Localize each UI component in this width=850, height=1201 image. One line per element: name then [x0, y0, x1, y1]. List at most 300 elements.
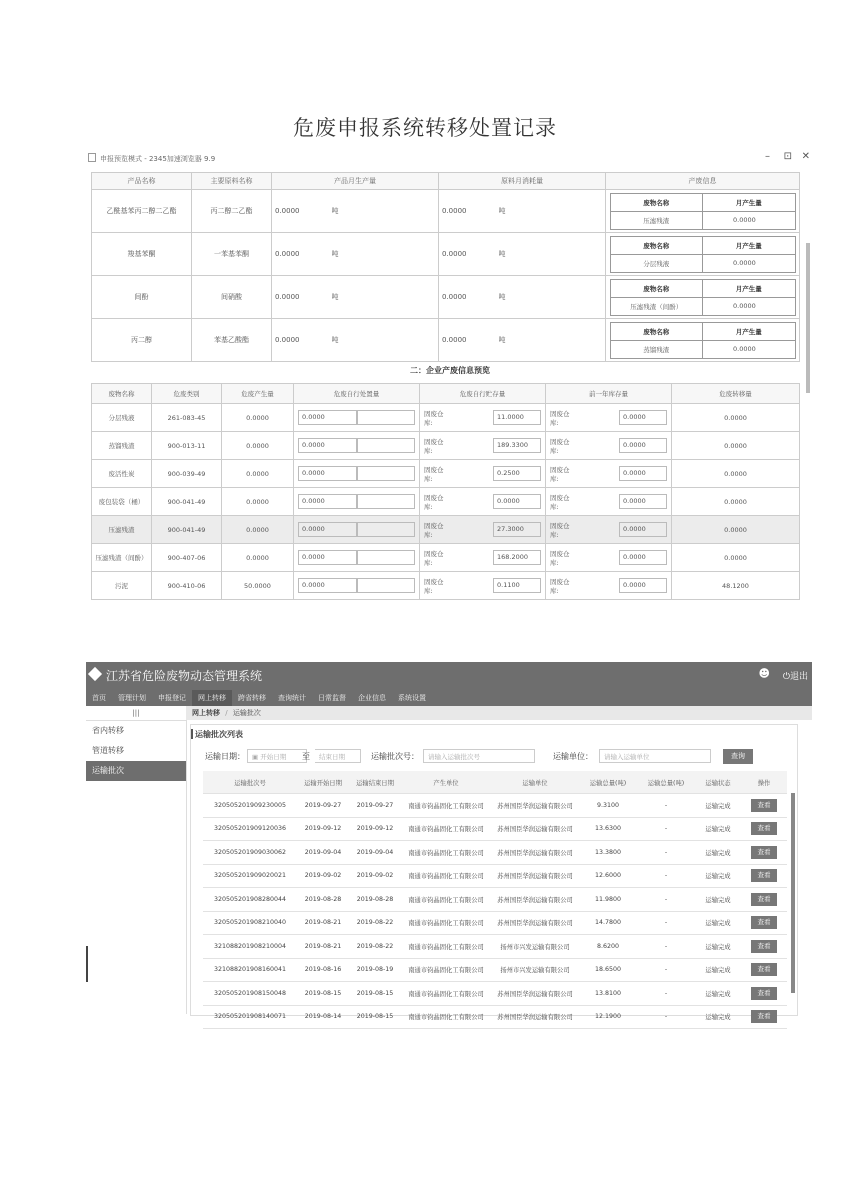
waste-code: 900-013-11: [152, 432, 222, 460]
header-cell: 主要原料名称: [192, 173, 272, 190]
status: 运输完成: [695, 935, 741, 959]
table-row: [92, 319, 800, 362]
prev-cell: [546, 572, 672, 600]
minimize-button[interactable]: –: [765, 151, 770, 162]
waste-gen: 0.0000: [222, 432, 294, 460]
action-cell: [741, 911, 787, 935]
store-cell: [420, 572, 546, 600]
producer: 南通市钧晶固化工有限公司: [401, 958, 491, 982]
header-cell: 危废自行处置量: [294, 384, 420, 404]
header-cell: 危废类别: [152, 384, 222, 404]
nav-statistics[interactable]: 查询统计: [278, 694, 306, 702]
header-cell: 危废转移量: [672, 384, 800, 404]
header-cell: 前一年库存量: [546, 384, 672, 404]
waste-name: 废活性炭: [92, 460, 152, 488]
total-qty: 14.7800: [579, 911, 637, 935]
end-date: 2019-09-04: [349, 841, 401, 865]
dispose-unit-field[interactable]: [357, 410, 416, 425]
user-icon[interactable]: ☻: [758, 667, 770, 680]
material-name: 苯基乙酸酯: [192, 319, 272, 362]
prev-field[interactable]: 0.0000: [619, 410, 667, 425]
header-cell: 运输结束日期: [349, 771, 401, 794]
total-qty: 11.9800: [579, 888, 637, 912]
prev-cell: [546, 544, 672, 572]
batch-table: [203, 771, 787, 1029]
header-cell: 危废产生量: [222, 384, 294, 404]
header-cell: 操作: [741, 771, 787, 794]
window-titlebar: [86, 148, 814, 168]
start-date: 2019-09-12: [297, 817, 349, 841]
carrier-label: 运输单位：: [553, 752, 593, 761]
end-date: 2019-08-28: [349, 888, 401, 912]
nav-online-transfer[interactable]: 网上转移: [192, 690, 232, 706]
waste-name: 污泥: [92, 572, 152, 600]
store-cell: [420, 488, 546, 516]
prev-label: 固废仓库:: [550, 437, 570, 455]
date-label: 运输日期：: [205, 752, 245, 761]
dispose-cell: [294, 516, 420, 544]
action-cell: [741, 888, 787, 912]
store-label: 固废仓库:: [424, 465, 444, 483]
producer: 南通市钧晶固化工有限公司: [401, 817, 491, 841]
nav-supervision[interactable]: 日常监督: [318, 694, 346, 702]
sidebar-item-transport-batch[interactable]: 运输批次: [86, 761, 186, 781]
view-button[interactable]: 查看: [751, 846, 777, 859]
table-row: [92, 488, 800, 516]
query-button[interactable]: 查询: [723, 749, 753, 764]
view-button[interactable]: 查看: [751, 1010, 777, 1023]
panel-title: 运输批次列表: [195, 730, 243, 739]
batch-number: 320505201908280044: [203, 888, 297, 912]
store-label: 固废仓库:: [424, 577, 444, 595]
nav-cross-province[interactable]: 跨省转移: [238, 694, 266, 702]
waste-code: 900-041-49: [152, 516, 222, 544]
transfer-qty: 0.0000: [672, 460, 800, 488]
dispose-unit-field[interactable]: [357, 522, 416, 537]
sidebar: [86, 706, 187, 1014]
batch-number: 320505201909230005: [203, 794, 297, 818]
transfer-qty: 48.1200: [672, 572, 800, 600]
calendar-icon: ▣: [252, 753, 261, 761]
end-date: 2019-09-27: [349, 794, 401, 818]
store-label: 固废仓库:: [424, 437, 444, 455]
header-cell: 危废自行贮存量: [420, 384, 546, 404]
table-row: [92, 404, 800, 432]
action-cell: [741, 864, 787, 888]
prev-field[interactable]: 0.0000: [619, 438, 667, 453]
table-row: [92, 233, 800, 276]
section2-title: 二：企业产废信息预览: [410, 366, 490, 375]
carrier: 苏州国臣华润运输有限公司: [491, 911, 579, 935]
material-name: 一苯基苯酮: [192, 233, 272, 276]
sidebar-item-province-transfer[interactable]: 省内转移: [92, 726, 124, 735]
store-label: 固废仓库:: [424, 549, 444, 567]
store-label: 固废仓库:: [424, 409, 444, 427]
view-button[interactable]: 查看: [751, 893, 777, 906]
waste-h2: 月产生量: [703, 193, 796, 211]
nav-home[interactable]: 首页: [92, 694, 106, 702]
store-cell: [420, 404, 546, 432]
table-row: [92, 572, 800, 600]
store-field[interactable]: 27.3000: [493, 522, 541, 537]
waste-name: 蒸馏残渣: [610, 340, 703, 358]
waste-code: 261-083-45: [152, 404, 222, 432]
total-qty: 18.6500: [579, 958, 637, 982]
producer: 南通市钧晶固化工有限公司: [401, 935, 491, 959]
view-button[interactable]: 查看: [751, 799, 777, 812]
store-label: 固废仓库:: [424, 493, 444, 511]
producer: 南通市钧晶固化工有限公司: [401, 794, 491, 818]
sidebar-toggle[interactable]: |||: [86, 706, 186, 721]
header-cell: 运输总量(吨): [579, 771, 637, 794]
waste-h1: 废物名称: [610, 322, 703, 340]
material-name: 丙二醇二乙酯: [192, 190, 272, 233]
waste-name: 分层残液: [92, 404, 152, 432]
prev-cell: [546, 432, 672, 460]
carrier: 扬州市兴发运输有限公司: [491, 935, 579, 959]
total-qty-2: -: [637, 817, 695, 841]
header-cell: 运输开始日期: [297, 771, 349, 794]
total-qty: 12.1900: [579, 1005, 637, 1029]
view-button[interactable]: 查看: [751, 916, 777, 929]
batch-number: 320505201908210040: [203, 911, 297, 935]
vertical-scrollbar[interactable]: [806, 243, 810, 393]
action-cell: [741, 1005, 787, 1029]
waste-gen: 50.0000: [222, 572, 294, 600]
total-qty-2: -: [637, 1005, 695, 1029]
total-qty-2: -: [637, 794, 695, 818]
view-button[interactable]: 查看: [751, 822, 777, 835]
dispose-field[interactable]: 0.0000: [298, 410, 357, 425]
carrier: 扬州市兴发运输有限公司: [491, 958, 579, 982]
breadcrumb-sep: /: [225, 709, 228, 717]
document-icon: [88, 153, 96, 162]
logout-button[interactable]: ⏻退出: [782, 672, 808, 682]
waste-name: 压滤残渣（间酚）: [610, 297, 703, 315]
prev-label: 固废仓库:: [550, 577, 570, 595]
system-title: 江苏省危险废物动态管理系统: [106, 669, 263, 683]
start-date: 2019-09-02: [297, 864, 349, 888]
header-cell: 运输状态: [695, 771, 741, 794]
transfer-qty: 0.0000: [672, 488, 800, 516]
action-cell: [741, 982, 787, 1006]
header-cell: 产品月生产量: [272, 173, 439, 190]
breadcrumb: [186, 706, 812, 720]
end-date: 2019-08-19: [349, 958, 401, 982]
table-row: [203, 864, 787, 888]
prev-label: 固废仓库:: [550, 521, 570, 539]
status: 运输完成: [695, 841, 741, 865]
action-cell: [741, 935, 787, 959]
waste-code: 900-407-06: [152, 544, 222, 572]
store-field[interactable]: 0.2500: [493, 466, 541, 481]
prev-field[interactable]: 0.0000: [619, 466, 667, 481]
batch-number: 321088201908210004: [203, 935, 297, 959]
prev-label: 固废仓库:: [550, 493, 570, 511]
waste-code: 900-039-49: [152, 460, 222, 488]
total-qty-2: -: [637, 864, 695, 888]
waste-info: [606, 233, 800, 276]
dispose-unit-field[interactable]: [357, 466, 416, 481]
dispose-cell: [294, 460, 420, 488]
product-table-header: [92, 173, 800, 190]
carrier-input[interactable]: 请输入运输单位: [599, 749, 711, 763]
document-title: 危废申报系统转移处置记录: [293, 116, 557, 140]
store-label: 固废仓库:: [424, 521, 444, 539]
nav-declare[interactable]: 申报登记: [158, 694, 186, 702]
batch-number-input[interactable]: 请输入运输批次号: [423, 749, 535, 763]
product-qty: 0.0000 吨: [272, 190, 439, 233]
producer: 南通市钧晶固化工有限公司: [401, 911, 491, 935]
start-date: 2019-08-14: [297, 1005, 349, 1029]
product-name: 羧基苯酮: [92, 233, 192, 276]
prev-cell: [546, 404, 672, 432]
waste-name: 压滤残渣（间酚）: [92, 544, 152, 572]
status: 运输完成: [695, 982, 741, 1006]
table-row: [203, 817, 787, 841]
product-name: 间酚: [92, 276, 192, 319]
producer: 南通市钧晶固化工有限公司: [401, 841, 491, 865]
logo-icon: [88, 667, 102, 681]
dispose-unit-field[interactable]: [357, 438, 416, 453]
carrier: 苏州国臣华润运输有限公司: [491, 841, 579, 865]
store-field[interactable]: 189.3300: [493, 438, 541, 453]
start-date: 2019-08-21: [297, 911, 349, 935]
main-nav: [86, 690, 432, 706]
table-row: [203, 794, 787, 818]
material-qty: 0.0000 吨: [439, 319, 606, 362]
dispose-cell: [294, 544, 420, 572]
waste-h2: 月产生量: [703, 279, 796, 297]
breadcrumb-parent[interactable]: 网上转移: [192, 709, 220, 717]
prev-field[interactable]: 0.0000: [619, 550, 667, 565]
date-to-label: 至: [302, 752, 310, 761]
product-name: 乙酰基苯丙二醇二乙酯: [92, 190, 192, 233]
total-qty-2: -: [637, 841, 695, 865]
start-date: 2019-08-16: [297, 958, 349, 982]
header-cell: 废物名称: [92, 384, 152, 404]
waste-info: [606, 190, 800, 233]
total-qty: 9.3100: [579, 794, 637, 818]
total-qty: 12.6000: [579, 864, 637, 888]
dispose-cell: [294, 432, 420, 460]
breadcrumb-current: 运输批次: [232, 709, 261, 717]
prev-label: 固废仓库:: [550, 549, 570, 567]
header-cell: 运输批次号: [203, 771, 297, 794]
total-qty-2: -: [637, 935, 695, 959]
producer: 南通市钧晶固化工有限公司: [401, 864, 491, 888]
dispose-field[interactable]: 0.0000: [298, 578, 357, 593]
prev-field[interactable]: 0.0000: [619, 522, 667, 537]
start-date: 2019-09-04: [297, 841, 349, 865]
action-cell: [741, 794, 787, 818]
store-field[interactable]: 0.0000: [493, 494, 541, 509]
header-cell: 产品名称: [92, 173, 192, 190]
status: 运输完成: [695, 888, 741, 912]
header-cell: 运输单位: [491, 771, 579, 794]
end-date: 2019-08-22: [349, 911, 401, 935]
batch-number: 320505201908140071: [203, 1005, 297, 1029]
waste-name: 压滤残渣: [92, 516, 152, 544]
nav-plan[interactable]: 管理计划: [118, 694, 146, 702]
batch-list-panel: [190, 724, 798, 1022]
status: 运输完成: [695, 911, 741, 935]
waste-gen: 0.0000: [222, 544, 294, 572]
waste-table-header: [92, 384, 800, 404]
waste-name: 蒸馏残渣: [92, 432, 152, 460]
store-cell: [420, 432, 546, 460]
material-qty: 0.0000 吨: [439, 190, 606, 233]
waste-gen: 0.0000: [222, 516, 294, 544]
carrier: 苏州国臣华润运输有限公司: [491, 1005, 579, 1029]
waste-h1: 废物名称: [610, 279, 703, 297]
action-cell: [741, 958, 787, 982]
nav-company-info[interactable]: 企业信息: [358, 694, 386, 702]
prev-label: 固废仓库:: [550, 409, 570, 427]
total-qty: 13.6300: [579, 817, 637, 841]
producer: 南通市钧晶固化工有限公司: [401, 982, 491, 1006]
close-button[interactable]: ✕: [801, 151, 810, 162]
waste-gen: 0.0000: [222, 460, 294, 488]
carrier: 苏州国臣华润运输有限公司: [491, 888, 579, 912]
status: 运输完成: [695, 958, 741, 982]
batch-number: 320505201909120036: [203, 817, 297, 841]
table-row: [92, 516, 800, 544]
dispose-field[interactable]: 0.0000: [298, 466, 357, 481]
dispose-cell: [294, 488, 420, 516]
prev-label: 固废仓库:: [550, 465, 570, 483]
table-row: [203, 958, 787, 982]
store-field[interactable]: 11.0000: [493, 410, 541, 425]
total-qty: 8.6200: [579, 935, 637, 959]
product-name: 丙二醇: [92, 319, 192, 362]
end-date: 2019-09-02: [349, 864, 401, 888]
waste-qty: 0.0000: [703, 297, 796, 315]
waste-info: [606, 319, 800, 362]
header-cell: 运输总量(吨): [637, 771, 695, 794]
dispose-field[interactable]: 0.0000: [298, 550, 357, 565]
transfer-qty: 0.0000: [672, 544, 800, 572]
total-qty: 13.3800: [579, 841, 637, 865]
store-cell: [420, 516, 546, 544]
transfer-qty: 0.0000: [672, 404, 800, 432]
dispose-field[interactable]: 0.0000: [298, 522, 357, 537]
carrier: 苏州国臣华润运输有限公司: [491, 817, 579, 841]
table-row: [92, 460, 800, 488]
store-field[interactable]: 0.1100: [493, 578, 541, 593]
logout-icon: ⏻: [782, 672, 790, 682]
maximize-button[interactable]: ⊡: [783, 151, 792, 162]
action-cell: [741, 817, 787, 841]
product-qty: 0.0000 吨: [272, 276, 439, 319]
store-field[interactable]: 168.2000: [493, 550, 541, 565]
table-row: [203, 911, 787, 935]
dispose-cell: [294, 572, 420, 600]
waste-name: 分层残液: [610, 254, 703, 272]
vertical-scrollbar[interactable]: [791, 793, 795, 993]
start-date: 2019-08-15: [297, 982, 349, 1006]
batch-label: 运输批次号：: [371, 752, 419, 761]
dispose-field[interactable]: 0.0000: [298, 438, 357, 453]
table-row: [203, 982, 787, 1006]
table-row: [203, 888, 787, 912]
store-cell: [420, 544, 546, 572]
view-button[interactable]: 查看: [751, 987, 777, 1000]
view-button[interactable]: 查看: [751, 963, 777, 976]
end-date: 2019-08-15: [349, 982, 401, 1006]
start-date-input[interactable]: ▣ 开始日期: [247, 749, 307, 763]
declaration-preview-window: [86, 148, 814, 595]
view-button[interactable]: 查看: [751, 940, 777, 953]
waste-info: [606, 276, 800, 319]
batch-number: 320505201908150048: [203, 982, 297, 1006]
prev-cell: [546, 460, 672, 488]
carrier: 苏州国臣华润运输有限公司: [491, 794, 579, 818]
end-date-input[interactable]: 结束日期: [315, 749, 361, 763]
end-date: 2019-08-15: [349, 1005, 401, 1029]
action-cell: [741, 841, 787, 865]
waste-gen: 0.0000: [222, 488, 294, 516]
dispose-unit-field[interactable]: [357, 550, 416, 565]
material-qty: 0.0000 吨: [439, 276, 606, 319]
table-row: [203, 841, 787, 865]
carrier: 苏州国臣华润运输有限公司: [491, 864, 579, 888]
nav-settings[interactable]: 系统设置: [398, 694, 426, 702]
waste-name: 废包装袋（桶）: [92, 488, 152, 516]
transfer-system-window: [86, 662, 812, 1022]
end-date: 2019-09-12: [349, 817, 401, 841]
prev-field[interactable]: 0.0000: [619, 494, 667, 509]
product-qty: 0.0000 吨: [272, 233, 439, 276]
product-qty: 0.0000 吨: [272, 319, 439, 362]
carrier: 苏州国臣华润运输有限公司: [491, 982, 579, 1006]
view-button[interactable]: 查看: [751, 869, 777, 882]
table-row: [92, 432, 800, 460]
transfer-qty: 0.0000: [672, 432, 800, 460]
window-title: 申报预览模式 - 2345加速浏览器 9.9: [100, 155, 216, 163]
material-name: 间硝酸: [192, 276, 272, 319]
batch-number: 320505201909030062: [203, 841, 297, 865]
transfer-qty: 0.0000: [672, 516, 800, 544]
table-row: [203, 1005, 787, 1029]
batch-number: 320505201909020021: [203, 864, 297, 888]
batch-number: 321088201908160041: [203, 958, 297, 982]
header-cell: 原料月消耗量: [439, 173, 606, 190]
total-qty-2: -: [637, 958, 695, 982]
table-row: [203, 935, 787, 959]
waste-h2: 月产生量: [703, 322, 796, 340]
header-cell: 产生单位: [401, 771, 491, 794]
product-table: [91, 172, 800, 362]
header-cell: 产废信息: [606, 173, 800, 190]
producer: 南通市钧晶固化工有限公司: [401, 1005, 491, 1029]
left-edge-marker: [86, 946, 88, 982]
waste-h1: 废物名称: [610, 236, 703, 254]
waste-qty: 0.0000: [703, 254, 796, 272]
sidebar-item-pipeline-transfer[interactable]: 管道转移: [92, 746, 124, 755]
total-qty-2: -: [637, 911, 695, 935]
dispose-unit-field[interactable]: [357, 578, 416, 593]
batch-table-header: [203, 771, 787, 794]
end-date: 2019-08-22: [349, 935, 401, 959]
material-qty: 0.0000 吨: [439, 233, 606, 276]
dispose-field[interactable]: 0.0000: [298, 494, 357, 509]
total-qty-2: -: [637, 982, 695, 1006]
prev-field[interactable]: 0.0000: [619, 578, 667, 593]
dispose-unit-field[interactable]: [357, 494, 416, 509]
table-row: [92, 190, 800, 233]
start-date: 2019-08-21: [297, 935, 349, 959]
